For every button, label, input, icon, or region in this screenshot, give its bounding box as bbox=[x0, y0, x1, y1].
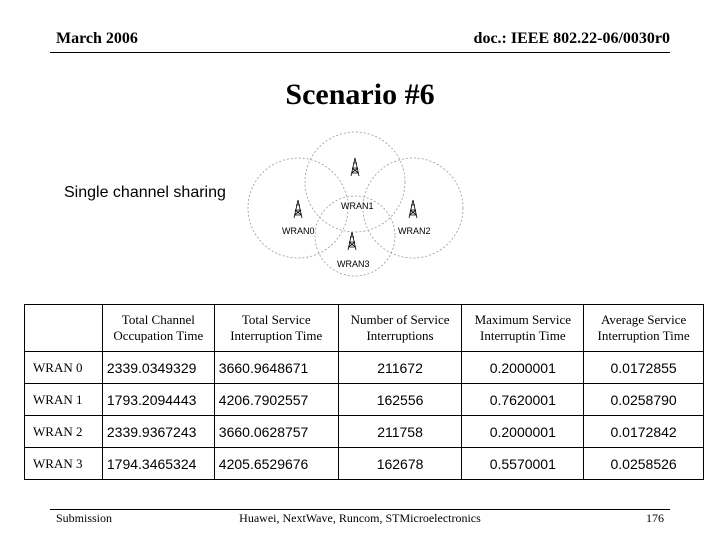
header-blank bbox=[25, 305, 103, 352]
label-wran1: WRAN1 bbox=[341, 201, 374, 211]
tower-icon-wran3 bbox=[348, 232, 356, 250]
coverage-circle-wran0 bbox=[248, 158, 348, 258]
table-cell: 162678 bbox=[338, 448, 462, 480]
results-table bbox=[24, 304, 704, 480]
table-header-row bbox=[25, 305, 704, 352]
table-cell: 0.0258526 bbox=[584, 448, 704, 480]
table-cell: 3660.9648671 bbox=[214, 352, 338, 384]
row-label: WRAN 2 bbox=[25, 416, 103, 448]
header-date: March 2006 bbox=[56, 30, 138, 47]
table-row bbox=[25, 448, 704, 480]
table-cell: 2339.9367243 bbox=[102, 416, 214, 448]
header-maximum-service-interruption-time: Maximum Service Interruptin Time bbox=[462, 305, 584, 352]
coverage-circle-wran2 bbox=[363, 158, 463, 258]
tower-icon-wran1 bbox=[351, 158, 359, 176]
table-cell: 4205.6529676 bbox=[214, 448, 338, 480]
table-cell: 1793.2094443 bbox=[102, 384, 214, 416]
slide-title: Scenario #6 bbox=[285, 78, 435, 111]
header-total-channel-occupation-time: Total Channel Occupation Time bbox=[102, 305, 214, 352]
table-cell: 0.0172855 bbox=[584, 352, 704, 384]
table-cell: 162556 bbox=[338, 384, 462, 416]
table-cell: 211758 bbox=[338, 416, 462, 448]
row-label: WRAN 3 bbox=[25, 448, 103, 480]
table-cell: 1794.3465324 bbox=[102, 448, 214, 480]
table-row bbox=[25, 416, 704, 448]
label-wran3: WRAN3 bbox=[337, 259, 370, 269]
table-cell: 0.5570001 bbox=[462, 448, 584, 480]
row-label: WRAN 1 bbox=[25, 384, 103, 416]
table-cell: 0.0172842 bbox=[584, 416, 704, 448]
label-wran0: WRAN0 bbox=[282, 226, 315, 236]
table-cell: 3660.0628757 bbox=[214, 416, 338, 448]
header-average-service-interruption-time: Average Service Interruption Time bbox=[584, 305, 704, 352]
tower-icon-wran0 bbox=[294, 200, 302, 218]
header-total-service-interruption-time: Total Service Interruption Time bbox=[214, 305, 338, 352]
table-cell: 211672 bbox=[338, 352, 462, 384]
wran-coverage-diagram bbox=[240, 130, 470, 280]
table-cell: 0.2000001 bbox=[462, 352, 584, 384]
table-cell: 0.7620001 bbox=[462, 384, 584, 416]
table-row bbox=[25, 384, 704, 416]
footer-authors: Huawei, NextWave, Runcom, STMicroelectronics bbox=[239, 511, 481, 525]
table-cell: 0.0258790 bbox=[584, 384, 704, 416]
table-cell: 4206.7902557 bbox=[214, 384, 338, 416]
footer-divider bbox=[50, 509, 670, 510]
footer-submission: Submission bbox=[56, 511, 113, 525]
table-cell: 0.2000001 bbox=[462, 416, 584, 448]
header-doc-id: doc.: IEEE 802.22-06/0030r0 bbox=[473, 30, 670, 47]
header-divider bbox=[50, 52, 670, 53]
header-number-of-service-interruptions: Number of Service Interruptions bbox=[338, 305, 462, 352]
tower-icon-wran2 bbox=[409, 200, 417, 218]
slide-subtitle: Single channel sharing bbox=[64, 184, 226, 201]
table-cell: 2339.0349329 bbox=[102, 352, 214, 384]
label-wran2: WRAN2 bbox=[398, 226, 431, 236]
footer-page-number: 176 bbox=[646, 511, 664, 525]
table-row bbox=[25, 352, 704, 384]
row-label: WRAN 0 bbox=[25, 352, 103, 384]
